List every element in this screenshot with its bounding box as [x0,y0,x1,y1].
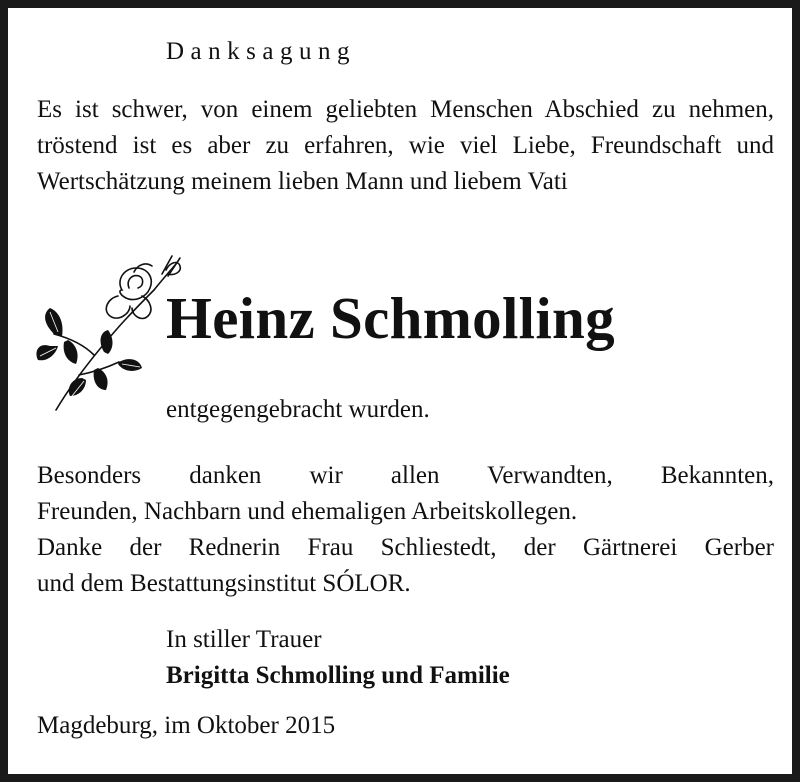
notice-heading: Danksagung [166,38,356,65]
rose-icon [34,250,184,420]
after-name-text: entgegengebracht wurden. [166,396,430,423]
thanks-paragraph [37,458,774,602]
deceased-name: Heinz Schmolling [166,285,615,351]
thanks-line: Danke der Rednerin Frau Schliestedt, der Gärtnerei Gerber [37,534,774,561]
mourning-intro: In stiller Trauer [166,626,322,653]
mourning-block [166,622,510,694]
thanks-line: und dem Bestattungsinstitut SÓLOR. [37,570,411,597]
obituary-card [8,8,792,774]
place-date: Magdeburg, im Oktober 2015 [37,712,336,739]
mourning-family: Brigitta Schmolling und Familie [166,662,510,689]
thanks-line: Freunden, Nachbarn und ehemaligen Arbeitskollegen. [37,498,578,525]
intro-paragraph: Es ist schwer, von einem geliebten Menschen Abschied zu nehmen, tröstend ist es aber zu erfahren, wie viel Liebe, Freundschaft und Wertschätzung meinem lieben Mann und liebem Vati [37,96,774,195]
thanks-line: Besonders danken wir allen Verwandten, Bekannten, [37,462,774,489]
